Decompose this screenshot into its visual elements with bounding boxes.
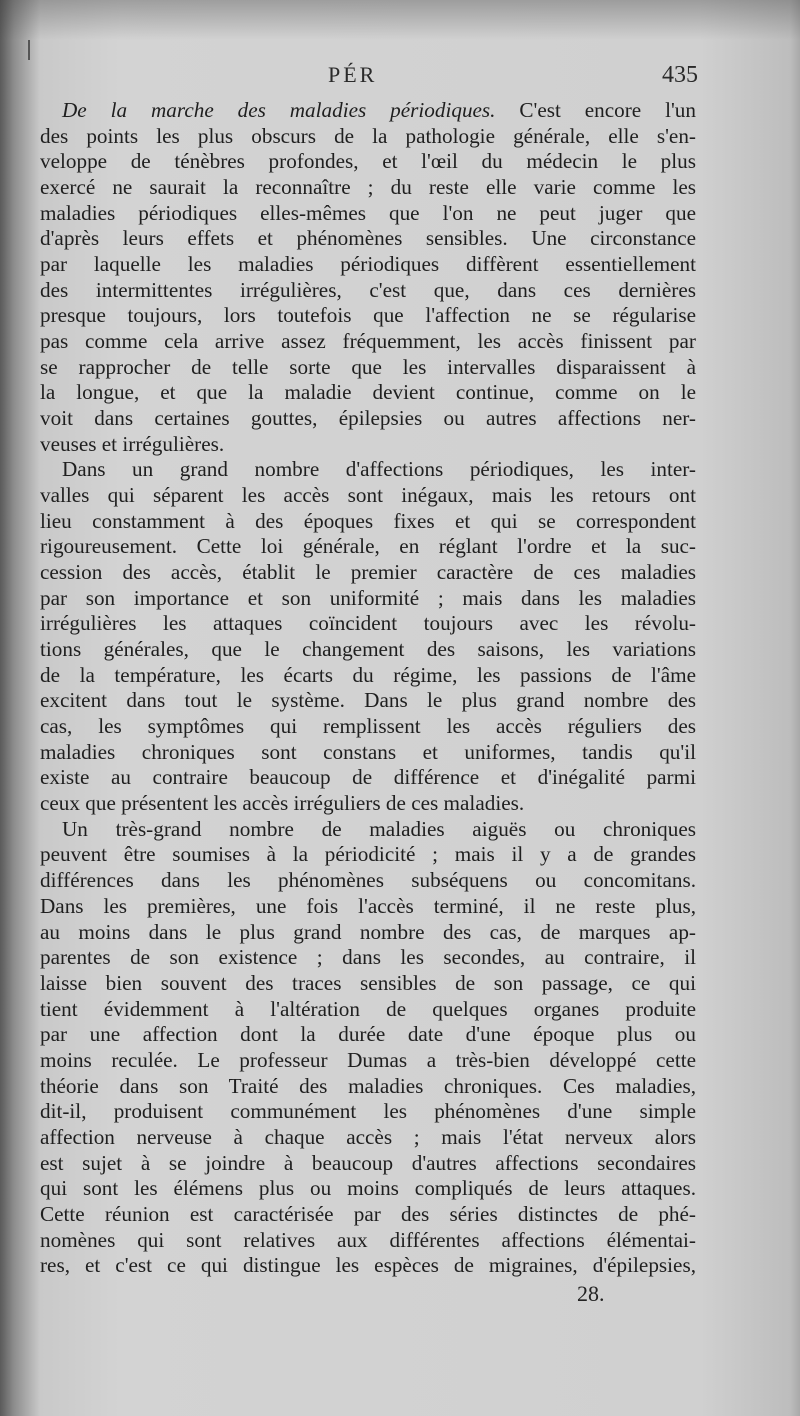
signature-mark: 28.	[577, 1281, 605, 1306]
text-line: excitent dans tout le système. Dans le plus grand nombre des	[40, 688, 696, 713]
text-line: rigoureusement. Cette loi générale, en réglant l'ordre et la suc-	[40, 534, 696, 559]
running-head	[58, 62, 698, 92]
paragraph-1-first-line	[40, 98, 696, 124]
text-line: par son importance et son uniformité ; mais dans les maladies	[40, 585, 696, 610]
text-line: presque toujours, lors toutefois que l'affection ne se régularise	[40, 303, 696, 328]
text-line: res, et c'est ce qui distingue les espèces de migraines, d'épilepsies,	[40, 1253, 696, 1278]
text-line: voit dans certaines gouttes, épilepsies ou autres affections ner-	[40, 406, 696, 431]
text-line: existe au contraire beaucoup de différence et d'inégalité parmi	[40, 765, 696, 790]
text-line: pas comme cela arrive assez fréquemment, les accès finissent par	[40, 329, 696, 354]
text-line: veloppe de ténèbres profondes, et l'œil du médecin le plus	[40, 149, 696, 174]
running-title: PÉR	[328, 62, 378, 87]
text-line: lieu constamment à des époques fixes et qui se correspondent	[40, 508, 696, 533]
text-line: se rapprocher de telle sorte que les intervalles disparaissent à	[40, 354, 696, 379]
text-line: Cette réunion est caractérisée par des séries distinctes de phé-	[40, 1201, 696, 1226]
text-line: veuses et irrégulières.	[40, 431, 225, 456]
text-line: parentes de son existence ; dans les secondes, au contraire, il	[40, 945, 696, 970]
page-number: 435	[662, 62, 698, 88]
text-line: par laquelle les maladies périodiques diffèrent essentiellement	[40, 252, 696, 277]
text-line: différences dans les phénomènes subséquens ou concomitans.	[40, 868, 696, 893]
text-line: maladies périodiques elles-mêmes que l'on ne peut juger que	[40, 200, 696, 225]
section-heading: De la marche des maladies périodiques.	[62, 98, 496, 122]
text-line: est sujet à se joindre à beaucoup d'autres affections secondaires	[40, 1150, 696, 1175]
text-line: tions générales, que le changement des saisons, les variations	[40, 637, 696, 662]
text-line: par une affection dont la durée date d'une époque plus ou	[40, 1022, 696, 1047]
heading-continuation: C'est encore l'un	[495, 98, 696, 122]
text-line: au moins dans le plus grand nombre des cas, de marques ap-	[40, 919, 696, 944]
text-line: irrégulières les attaques coïncident toujours avec les révolu-	[40, 611, 696, 636]
text-line: qui sont les élémens plus ou moins compliqués de leurs attaques.	[40, 1176, 696, 1201]
text-line: maladies chroniques sont constans et uniformes, tandis qu'il	[40, 739, 696, 764]
text-line: nomènes qui sont relatives aux différentes affections élémentai-	[40, 1227, 696, 1252]
text-line: peuvent être soumises à la périodicité ; mais il y a de grandes	[40, 842, 696, 867]
text-line: des intermittentes irrégulières, c'est que, dans ces dernières	[40, 277, 696, 302]
body-text	[40, 98, 696, 1279]
text-line: tient évidemment à l'altération de quelques organes produite	[40, 996, 696, 1021]
text-line: la longue, et que la maladie devient continue, comme on le	[40, 380, 696, 405]
paragraph-3-first-line: Un très-grand nombre de maladies aiguës ou chroniques	[62, 816, 696, 841]
text-line: cession des accès, établit le premier caractère de ces maladies	[40, 560, 696, 585]
text-line: valles qui séparent les accès sont inégaux, mais les retours ont	[40, 483, 696, 508]
text-line: théorie dans son Traité des maladies chroniques. Ces maladies,	[40, 1073, 696, 1098]
text-line: dit-il, produisent communément les phénomènes d'une simple	[40, 1099, 696, 1124]
text-line: laisse bien souvent des traces sensibles de son passage, ce qui	[40, 970, 696, 995]
text-line: des points les plus obscurs de la pathologie générale, elle s'en-	[40, 123, 696, 148]
text-line: affection nerveuse à chaque accès ; mais l'état nerveux alors	[40, 1124, 696, 1149]
text-line: Dans les premières, une fois l'accès terminé, il ne reste plus,	[40, 893, 696, 918]
text-line: cas, les symptômes qui remplissent les accès réguliers des	[40, 714, 696, 739]
paragraph-2-first-line: Dans un grand nombre d'affections périodiques, les inter-	[62, 457, 696, 482]
text-line: d'après leurs effets et phénomènes sensibles. Une circonstance	[40, 226, 696, 251]
text-line: de la température, les écarts du régime, les passions de l'âme	[40, 662, 696, 687]
text-line: exercé ne saurait la reconnaître ; du reste elle varie comme les	[40, 175, 696, 200]
text-line: ceux que présentent les accès irréguliers de ces maladies.	[40, 791, 525, 816]
text-line: moins reculée. Le professeur Dumas a très-bien développé cette	[40, 1047, 696, 1072]
margin-mark	[28, 40, 30, 60]
